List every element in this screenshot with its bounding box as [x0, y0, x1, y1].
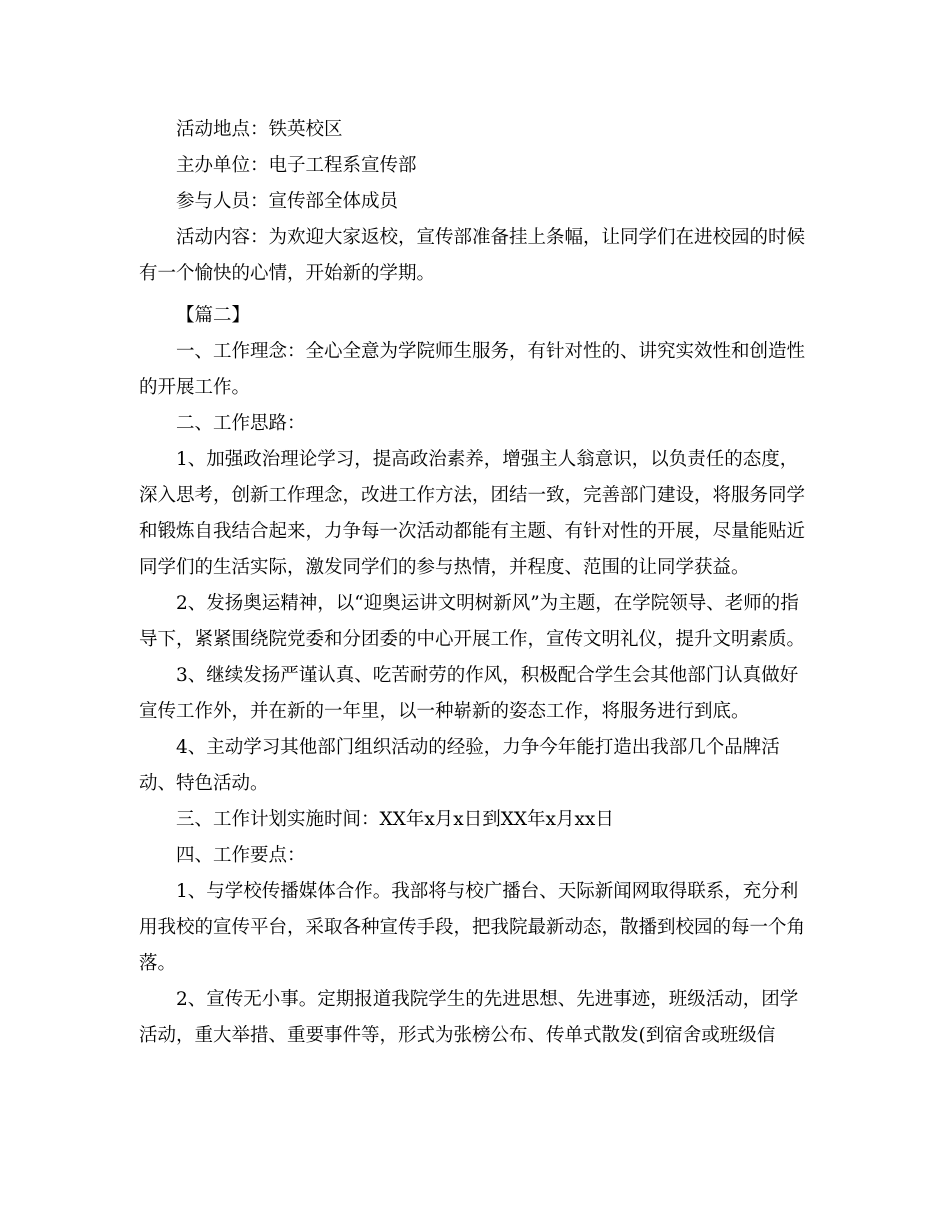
paragraph-schedule: 三、工作计划实施时间：XX年x月x日到XX年x月xx日 [176, 809, 614, 830]
paragraph-idea-1: 1、加强政治理论学习，提高政治素养，增强主人翁意识，以负责任的态度，深入思考，创新工作理念，改进工作方法，团结一致，完善部门建设，将服务同学和锻炼自我结合起来，力争每一次活动都能有主题、有针对性的开展，尽量能贴近同学们的生活实际，激发同学们的参与热情，并程度、范围的让同学获益。 [139, 449, 806, 578]
paragraph-idea-2: 2、发扬奥运精神，以“迎奥运讲文明树新风”为主题，在学院领导、老师的指导下，紧紧围绕院党委和分团委的中心开展工作，宣传文明礼仪，提升文明素质。 [139, 593, 806, 650]
paragraph-idea-4: 4、主动学习其他部门组织活动的经验，力争今年能打造出我部几个品牌活动、特色活动。 [139, 737, 780, 794]
paragraph-activity-content: 活动内容：为欢迎大家返校，宣传部准备挂上条幅，让同学们在进校园的时候有一个愉快的心情，开始新的学期。 [139, 227, 806, 284]
paragraph-point-2: 2、宣传无小事。定期报道我院学生的先进思想、先进事迹，班级活动，团学活动，重大举措、重要事件等，形式为张榜公布、传单式散发(到宿舍或班级信 [139, 989, 799, 1046]
paragraph-work-ideas: 二、工作思路： [176, 413, 306, 434]
section-heading: 【篇二】 [176, 305, 251, 326]
paragraph-organizer: 主办单位：电子工程系宣传部 [176, 155, 417, 176]
paragraph-participants: 参与人员：宣传部全体成员 [176, 191, 399, 212]
paragraph-key-points: 四、工作要点： [176, 845, 306, 866]
paragraph-work-concept: 一、工作理念：全心全意为学院师生服务，有针对性的、讲究实效性和创造性的开展工作。 [139, 341, 806, 398]
paragraph-point-1: 1、与学校传播媒体合作。我部将与校广播台、天际新闻网取得联系，充分利用我校的宣传平台，采取各种宣传手段，把我院最新动态，散播到校园的每一个角落。 [139, 881, 806, 974]
paragraph-idea-3: 3、继续发扬严谨认真、吃苦耐劳的作风，积极配合学生会其他部门认真做好宣传工作外，并在新的一年里，以一种崭新的姿态工作，将服务进行到底。 [139, 665, 799, 722]
paragraph-location: 活动地点：铁英校区 [176, 119, 343, 140]
document-body [139, 112, 809, 1054]
